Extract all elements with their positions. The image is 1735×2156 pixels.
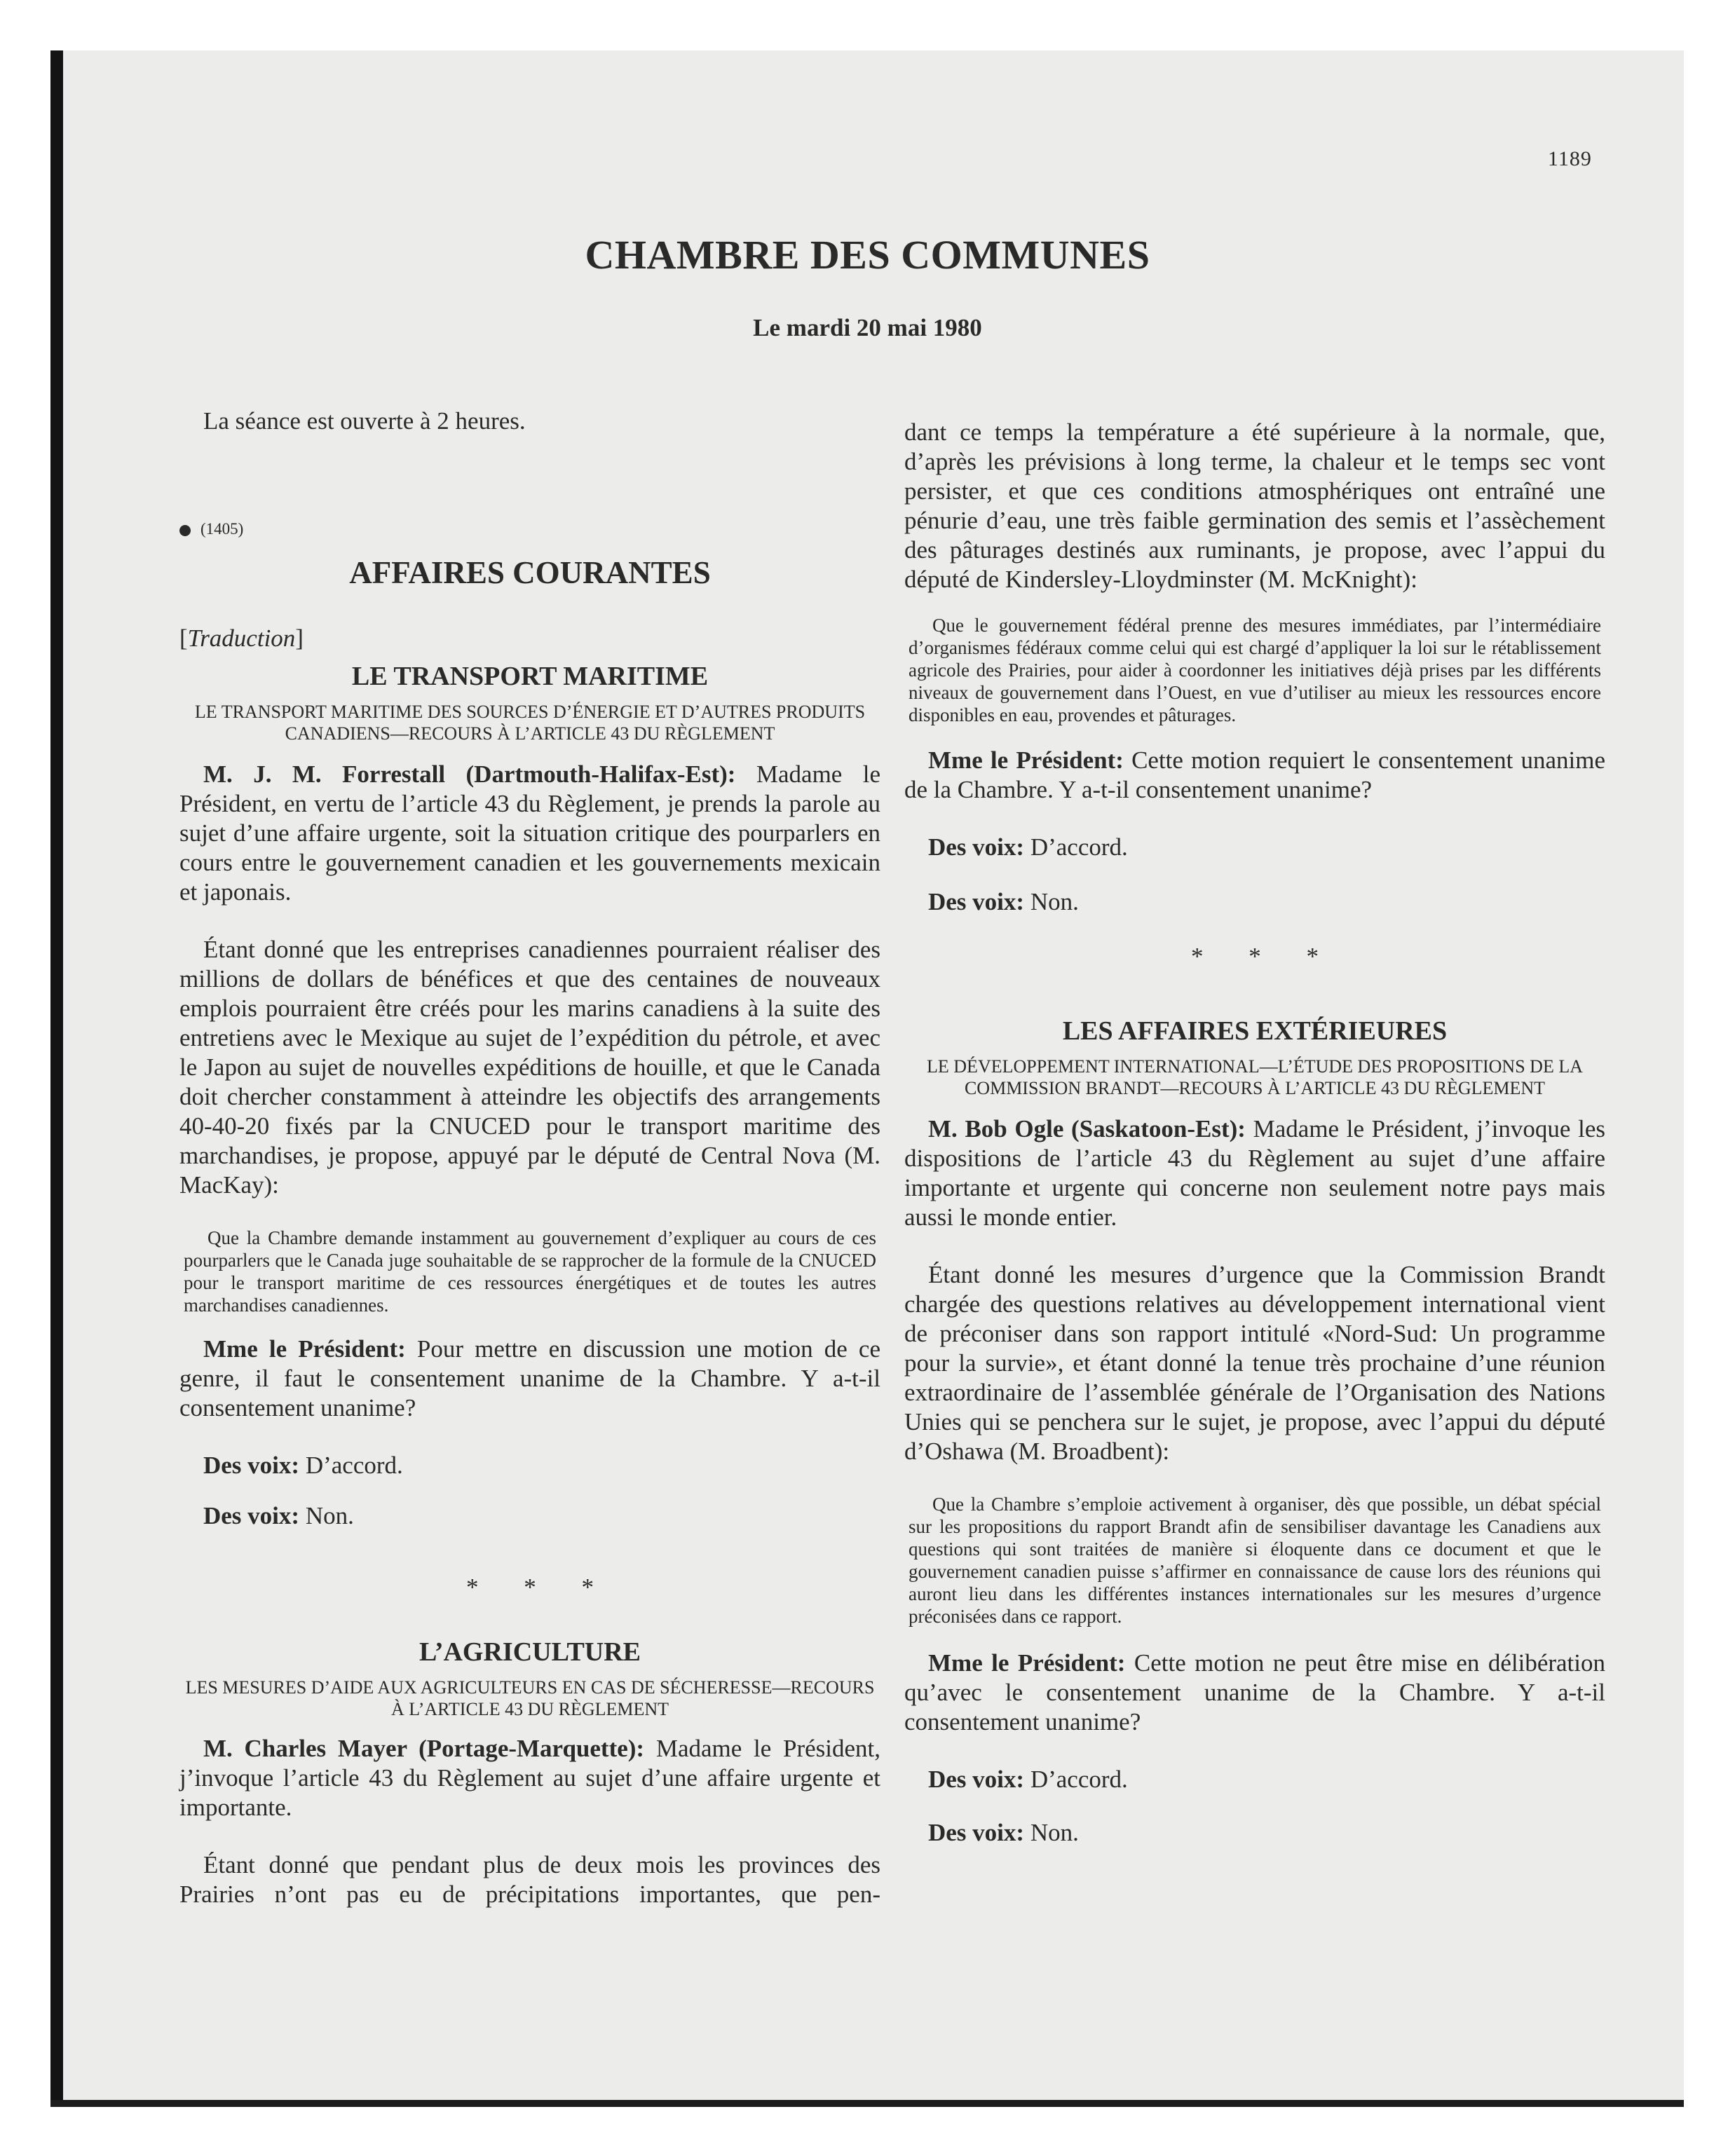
- preamble-agriculture-end: dant ce temps la température a été supérieure à la normale, que, d’après les prévisions à long terme, la chaleur et le temps sec vont persister, et que ces conditions atmosphériques ont entraîné une pénurie d’eau, une très faible germination des semis et l’assèchement des pâturages destinés aux ruminants, je propose, avec l’appui du député de Kindersley-Lloydminster (M. McKnight):: [904, 418, 1605, 593]
- speech-text: Cette motion requiert le consentement unanime de la Chambre. Y a-t-il consentement unanime?: [904, 746, 1605, 803]
- speech-text: Madame le Président, en vertu de l’article 43 du Règlement, je prends la parole au sujet d’une affaire urgente, soit la situation critique des pourparlers en cours entre le gouvernement canadien et les gouvernements mexicain et japonais.: [179, 760, 881, 906]
- page-number: 1189: [1548, 147, 1592, 170]
- speech-text: D’accord.: [1030, 1766, 1128, 1793]
- speech-text: Non.: [1030, 888, 1079, 915]
- subheading-agriculture: LES MESURES D’AIDE AUX AGRICULTEURS EN CAS DE SÉCHERESSE—RECOURS À L’ARTICLE 43 DU RÈGLEMENT: [185, 1677, 875, 1719]
- speaker-name: Des voix:: [928, 1819, 1025, 1846]
- subheading-transport: LE TRANSPORT MARITIME DES SOURCES D’ÉNERGIE ET D’AUTRES PRODUITS CANADIENS—RECOURS À L’ARTICLE 43 DU RÈGLEMENT: [194, 702, 866, 744]
- section-separator: * * *: [1191, 943, 1338, 970]
- section-separator: * * *: [466, 1574, 613, 1601]
- scan-border-left: [50, 50, 63, 2106]
- preamble-external-affairs: Étant donné les mesures d’urgence que la Commission Brandt chargée des questions relatives au développement international vient de préconiser dans son rapport intitulé «Nord-Sud: Un programme pour la survie», et étant donné la tenue très prochaine d’une réunion extraordinaire de l’assemblée générale de l’Organisation des Nations Unies qui se penchera sur le sujet, je propose, avec l’appui du député d’Oshawa (M. Broadbent):: [904, 1261, 1605, 1465]
- subheading-external-affairs: LE DÉVELOPPEMENT INTERNATIONAL—L’ÉTUDE DES PROPOSITIONS DE LA COMMISSION BRANDT—RECOURS À L’ARTICLE 43 DU RÈGLEMENT: [927, 1056, 1583, 1098]
- preamble-agriculture-start: Étant donné que pendant plus de deux mois les provinces des Prairies n’ont pas eu de précipitations importantes, que pen-: [179, 1851, 880, 1908]
- voices-agree: [179, 1451, 880, 1480]
- president-transport: [179, 1335, 880, 1423]
- speaker-name: Mme le Président:: [928, 1649, 1126, 1677]
- opening-line: La séance est ouverte à 2 heures.: [203, 407, 526, 435]
- speech-text: Pour mettre en discussion une motion de ce genre, il faut le consentement unanime de la Chambre. Y a-t-il consentement unanime?: [179, 1335, 880, 1421]
- speaker-name: M. J. M. Forrestall (Dartmouth-Halifax-Est):: [203, 760, 736, 788]
- president-external-affairs: [904, 1649, 1605, 1737]
- speech-text: Non.: [1030, 1819, 1079, 1846]
- speaker-name: M. Charles Mayer (Portage-Marquette):: [203, 1735, 645, 1762]
- speech-ogle: [904, 1114, 1605, 1232]
- speaker-name: Des voix:: [928, 1766, 1025, 1793]
- motion-transport: Que la Chambre demande instamment au gouvernement d’expliquer au cours de ces pourparlers que le Canada juge souhaitable de se rapprocher de la formule de la CNUCED pour le transport maritime de ces ressources énergétiques et de toutes les autres marchandises canadiennes.: [184, 1227, 876, 1316]
- speaker-name: Des voix:: [203, 1452, 300, 1479]
- masthead-title: CHAMBRE DES COMMUNES: [585, 232, 1150, 278]
- speech-text: Madame le Président, j’invoque l’article 43 du Règlement au sujet d’une affaire urgente et importante.: [179, 1735, 881, 1821]
- time-marker: [179, 514, 880, 544]
- heading-agriculture: L’AGRICULTURE: [419, 1637, 641, 1667]
- section-heading-routine: AFFAIRES COURANTES: [349, 555, 711, 590]
- speech-text: Cette motion ne peut être mise en délibération qu’avec le consentement unanime de la Chambre. Y a-t-il consentement unanime?: [904, 1649, 1605, 1735]
- speaker-name: M. Bob Ogle (Saskatoon-Est):: [928, 1115, 1246, 1142]
- motion-agriculture: Que le gouvernement fédéral prenne des mesures immédiates, par l’intermédiaire d’organismes fédéraux comme celui qui est chargé d’appliquer la loi sur le rétablissement agricole des Prairies, pour aider à coordonner les initiatives déjà prises par les différents niveaux de gouvernement dans l’Ouest, en vue d’utiliser au mieux les ressources encore disponibles en eau, provendes et pâturages.: [909, 615, 1601, 725]
- bullet-icon: [179, 525, 191, 536]
- speech-text: Madame le Président, j’invoque les dispositions de l’article 43 du Règlement au sujet d’une affaire importante et urgente qui concerne non seulement notre pays mais aussi le monde entier.: [904, 1115, 1606, 1231]
- scan-border-bottom: [50, 2100, 1684, 2107]
- preamble-transport: Étant donné que les entreprises canadiennes pourraient réaliser des millions de dollars de bénéfices et que des centaines de nouveaux emplois pourraient être créés pour les marins canadiens à la suite des entretiens avec le Mexique au sujet de l’expédition du pétrole, et avec le Japon au sujet de nouvelles expéditions de houille, et que le Canada doit chercher constamment à atteindre les objectifs des arrangements 40-40-20 fixés par la CNUCED pour le transport maritime des marchandises, je propose, appuyé par le député de Central Nova (M. MacKay):: [179, 936, 880, 1199]
- speech-text: Non.: [305, 1502, 354, 1529]
- speech-text: D’accord.: [305, 1452, 403, 1479]
- sitting-date: Le mardi 20 mai 1980: [753, 314, 982, 341]
- president-agriculture: [904, 746, 1605, 805]
- voices-agree: [904, 833, 1605, 862]
- speaker-name: Des voix:: [203, 1502, 300, 1529]
- time-marker-label: (1405): [200, 520, 244, 538]
- speech-mayer: [179, 1734, 880, 1822]
- left-column: [179, 407, 880, 1909]
- voices-disagree: [179, 1501, 880, 1531]
- translation-note-label: Traduction: [187, 625, 296, 652]
- voices-disagree: [904, 887, 1605, 917]
- heading-transport: LE TRANSPORT MARITIME: [351, 662, 709, 691]
- speaker-name: Mme le Président:: [203, 1335, 406, 1363]
- translation-note: [Traduction]: [179, 625, 304, 652]
- speaker-name: Des voix:: [928, 888, 1025, 915]
- speech-forrestall: [179, 760, 880, 907]
- motion-external-affairs: Que la Chambre s’emploie activement à organiser, dès que possible, un débat spécial sur les propositions du rapport Brandt afin de sensibiliser davantage les Canadiens aux questions qui sont traitées de manière si éloquente dans ce document et que le gouvernement canadien puisse s’affirmer en connaissance de cause lors des réunions qui auront lieu dans les différentes instances internationales sur les mesures d’urgence préconisées dans ce rapport.: [909, 1494, 1601, 1627]
- voices-agree: [904, 1765, 1605, 1794]
- speaker-name: Des voix:: [928, 833, 1025, 861]
- right-column: [904, 407, 1605, 1848]
- heading-external-affairs: LES AFFAIRES EXTÉRIEURES: [1062, 1016, 1448, 1046]
- voices-disagree: [904, 1818, 1605, 1848]
- speaker-name: Mme le Président:: [928, 746, 1124, 774]
- speech-text: D’accord.: [1030, 833, 1128, 861]
